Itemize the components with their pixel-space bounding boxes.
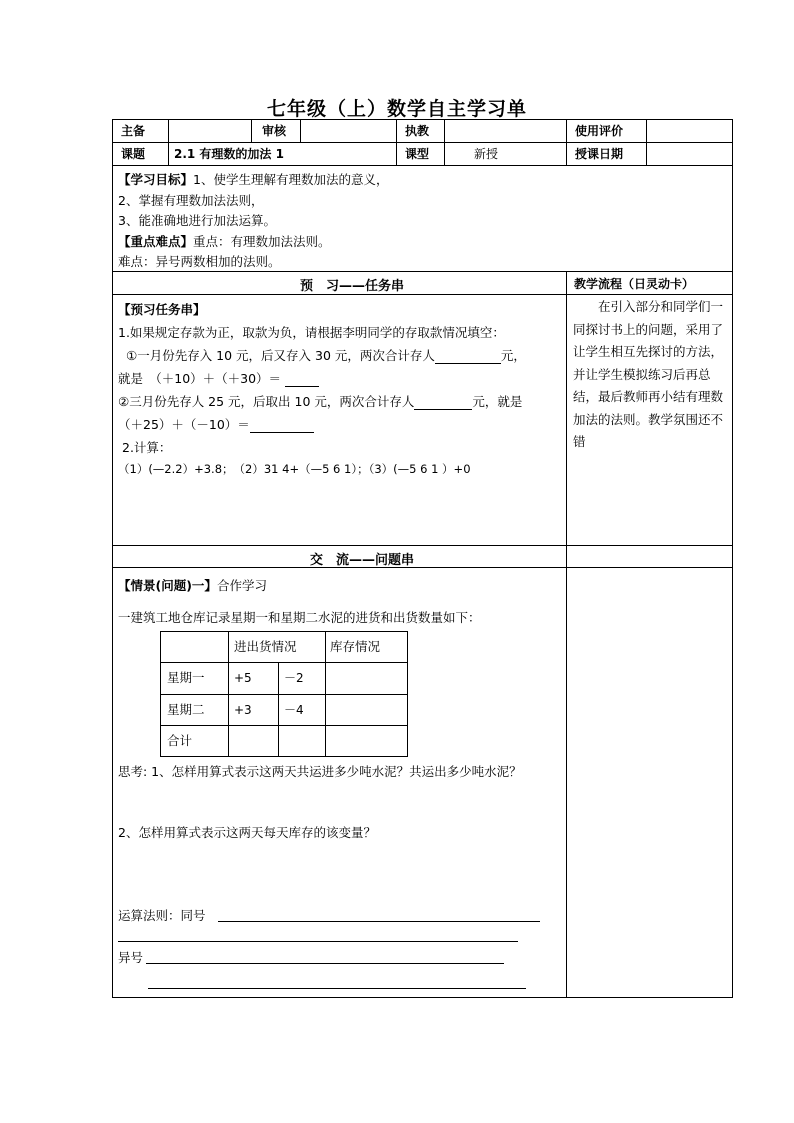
table-row-day: 合计 — [167, 733, 193, 748]
worksheet-frame — [112, 119, 733, 998]
table-header-flow: 进出货情况 — [234, 639, 297, 654]
key-points: 【重点难点】重点：有理数加法法则。 — [118, 234, 331, 249]
scene-intro: 一建筑工地仓库记录星期一和星期二水泥的进货和出货数量如下： — [118, 610, 481, 625]
table-row-out: －2 — [284, 671, 304, 685]
think-question-1: 思考: 1、怎样用算式表示这两天共运进多少吨水泥？共运出多少吨水泥？ — [118, 764, 522, 779]
preview-task-label: 【预习任务串】 — [118, 302, 206, 317]
label-kexing: 课型 — [405, 147, 430, 161]
preview-section-title: 预 习——任务串 — [300, 279, 405, 294]
table-row-day: 星期一 — [167, 670, 205, 685]
table-row-day: 星期二 — [167, 702, 205, 717]
cement-table — [160, 631, 408, 757]
preview-q2-items: （1）(—2.2）+3.8； （2）31 4+（—5 6 1）；（3）(—5 6 1 ）+0 — [118, 462, 471, 476]
keti-value: 2.1 有理数的加法 1 — [174, 147, 284, 161]
answer-line — [146, 963, 504, 964]
label-riqi: 授课日期 — [575, 147, 624, 161]
table-header-stock: 库存情况 — [330, 639, 381, 654]
table-row-in: +5 — [234, 671, 252, 685]
rule-diff-sign: 异号 — [118, 950, 144, 965]
preview-q1: 1.如果规定存款为正，取款为负，请根据李明同学的存取款情况填空： — [118, 325, 505, 340]
teaching-flow-title: 教学流程（日灵动卡） — [574, 277, 695, 291]
preview-q1c: ②三月份先存人 25 元，后取出 10 元，两次合计存人 元，就是 — [118, 394, 523, 409]
preview-q1b: 就是 （＋10）＋（＋30）＝ — [118, 369, 319, 387]
label-shenhe: 审核 — [262, 124, 287, 138]
difficulty: 难点：异号两数相加的法则。 — [118, 254, 281, 269]
answer-line — [218, 921, 540, 922]
preview-q2: 2.计算： — [122, 440, 172, 455]
scene-heading: 【情景(问题)一】合作学习 — [118, 578, 267, 593]
label-zhijiao: 执教 — [405, 124, 430, 138]
table-row-in: +3 — [234, 703, 252, 717]
label-zhubei: 主备 — [121, 124, 146, 138]
rule-same-sign: 运算法则：同号 — [118, 908, 206, 923]
page-title: 七年级（上）数学自主学习单 — [266, 98, 527, 120]
answer-line — [118, 941, 518, 942]
goal-3: 3、能准确地进行加法运算。 — [118, 213, 276, 228]
kexing-value: 新授 — [474, 147, 499, 161]
preview-q1a: ①一月份先存入 10 元，后又存入 30 元，两次合计存人 元， — [126, 348, 526, 363]
goal-1: 【学习目标】1、使学生理解有理数加法的意义， — [118, 172, 389, 187]
answer-line — [148, 988, 526, 989]
think-question-2: 2、怎样用算式表示这两天每天库存的该变量？ — [118, 825, 376, 840]
label-shiyong: 使用评价 — [575, 124, 624, 138]
preview-q1d: （＋25）＋（－10）＝ — [118, 415, 314, 433]
exchange-section-title: 交 流——问题串 — [310, 553, 415, 568]
table-row-out: －4 — [284, 703, 304, 717]
teaching-reflection: 在引入部分和同学们一同探讨书上的问题，采用了让学生相互先探讨的方法，并让学生模拟练习后再总结，最后教师再小结有理数加法的法则。教学氛围还不错 — [573, 299, 724, 449]
label-keti: 课题 — [121, 147, 146, 161]
goal-2: 2、掌握有理数加法法则， — [118, 193, 264, 208]
